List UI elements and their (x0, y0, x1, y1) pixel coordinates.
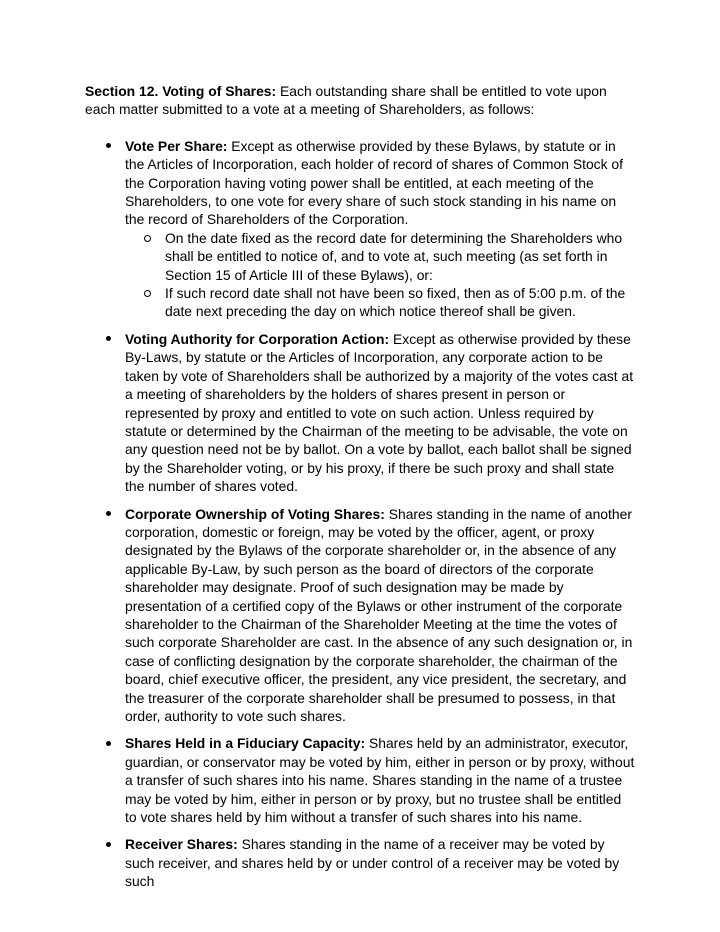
list-item-corporate-ownership (85, 505, 636, 726)
bullet-icon (106, 741, 111, 746)
sub-item-text: On the date fixed as the record date for determining the Shareholders who shall be entitled to notice of, and to vote at, such meeting (as set forth in Section 15 of Article III of these Bylaws), or: (165, 229, 623, 283)
sub-list (125, 229, 636, 321)
circle-bullet-icon (144, 290, 151, 297)
sub-item-text: If such record date shall not have been so fixed, then as of 5:00 p.m. of the date next preceding the day on which notice thereof shall be given. (165, 285, 626, 320)
intro-text: Each outstanding share shall be entitled to vote upon each matter submitted to a vote at a meeting of Shareholders, as follows: (85, 83, 607, 118)
item-text: Except as otherwise provided by these By-Laws, by statute or the Articles of Incorporation, any corporate action to be taken by vote of Shareholders shall be authorized by a majority of the votes cast at a meeting of shareholders by the holders of shares present in person or represented by proxy and entitled to vote on such action. Unless required by statute or determined by the Chairman of the meeting to be advisable, the vote on any question need not be by ballot. On a vote by ballot, each ballot shall be signed by the Shareholder voting, or by his proxy, if there be such proxy and shall state the number of shares voted. (125, 330, 634, 495)
document-content (85, 82, 636, 891)
intro-paragraph (85, 82, 636, 119)
sub-list-item-no-record-date (125, 284, 636, 321)
item-text: Shares held by an administrator, executor, guardian, or conservator may be voted by him, either in person or by proxy, without a transfer of such shares into his name. Shares standing in the name of a trustee may be voted by him, either in person or by proxy, but no trustee shall be entitled to vote shares held by him without a transfer of such shares into his name. (125, 735, 635, 826)
item-lead: Receiver Shares: (125, 836, 238, 853)
circle-bullet-icon (144, 235, 151, 242)
list-item-vote-per-share (85, 137, 636, 321)
bullet-icon (106, 143, 111, 148)
item-lead: Corporate Ownership of Voting Shares: (125, 505, 385, 522)
bullet-icon (106, 336, 111, 341)
item-text: Shares standing in the name of a receiver may be voted by such receiver, and shares held by or under control of a receiver may be voted by such (125, 836, 620, 890)
item-lead: Voting Authority for Corporation Action: (125, 330, 390, 347)
section-heading: Section 12. Voting of Shares: (85, 83, 277, 99)
item-text: Shares standing in the name of another corporation, domestic or foreign, may be voted by the officer, agent, or proxy designated by the Bylaws of the corporate shareholder or, in the absence of any applicable By-Law, by such person as the board of directors of the corporate shareholder may designate. Proof of such designation may be made by presentation of a certified copy of the Bylaws or other instrument of the corporate shareholder to the Chairman of the Shareholder Meeting at the time the votes of such corporate Shareholder are cast. In the absence of any such designation or, in case of conflicting designation by the corporate shareholder, the chairman of the board, chief executive officer, the president, any vice president, the secretary, and the treasurer of the corporate shareholder shall be presumed to possess, in that order, authority to vote such shares. (125, 505, 633, 724)
list-item-receiver-shares (85, 835, 636, 890)
sub-list-item-record-date (125, 229, 636, 284)
item-lead: Vote Per Share: (125, 137, 228, 154)
list-item-voting-authority (85, 330, 636, 496)
bullet-icon (106, 511, 111, 516)
item-text: Except as otherwise provided by these Bylaws, by statute or in the Articles of Incorporation, each holder of record of shares of Common Stock of the Corporation having voting power shall be entitled, at each meeting of the Shareholders, to one vote for every share of such stock standing in his name on the record of Shareholders of the Corporation. (125, 137, 624, 228)
bullet-list (85, 137, 636, 891)
list-item-fiduciary-capacity (85, 734, 636, 826)
bullet-icon (106, 842, 111, 847)
item-lead: Shares Held in a Fiduciary Capacity: (125, 735, 366, 752)
